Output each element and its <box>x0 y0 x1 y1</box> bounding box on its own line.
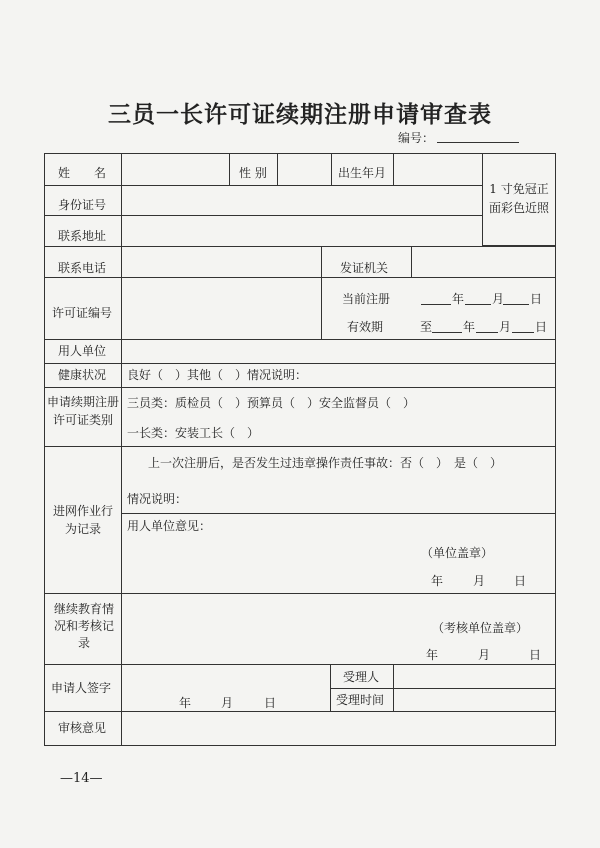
label-day: 日 <box>514 574 527 588</box>
row-line <box>330 688 556 689</box>
health-options: 良好（ ）其他（ ）情况说明： <box>127 368 308 382</box>
divider <box>411 246 412 278</box>
label-id-number: 身份证号 <box>58 198 107 212</box>
label-receiver: 受理人 <box>343 670 380 684</box>
label-phone: 联系电话 <box>58 261 107 275</box>
label-day: 日 <box>535 320 548 334</box>
form-title: 三员一长许可证续期注册申请审查表 <box>108 101 492 128</box>
table-border-bottom <box>44 745 556 746</box>
label-current-reg: 当前注册 <box>342 292 391 306</box>
label-month: 月 <box>221 696 234 710</box>
record-explain: 情况说明： <box>127 492 188 506</box>
label-name: 姓 名 <box>58 166 107 180</box>
label-validity: 有效期 <box>347 320 384 334</box>
label-day: 日 <box>530 292 543 306</box>
day-blank[interactable] <box>503 304 529 305</box>
education-seal: （考核单位盖章） <box>432 621 529 635</box>
year-blank[interactable] <box>432 332 462 333</box>
label-license-type: 申请续期注册许可证类别 <box>47 395 120 427</box>
row-line <box>44 593 556 594</box>
label-gender: 性 别 <box>239 166 267 180</box>
label-day: 日 <box>264 696 277 710</box>
label-day: 日 <box>529 648 542 662</box>
month-blank[interactable] <box>465 304 491 305</box>
day-blank[interactable] <box>512 332 534 333</box>
license-options-three: 三员类：质检员（ ）预算员（ ）安全监督员（ ） <box>127 396 416 410</box>
row-line <box>44 215 483 216</box>
row-line <box>44 711 556 712</box>
divider <box>321 246 322 278</box>
row-line <box>44 277 556 278</box>
label-address: 联系地址 <box>58 229 107 243</box>
label-month: 月 <box>499 320 512 334</box>
label-to: 至 <box>420 320 433 334</box>
row-line <box>44 664 556 665</box>
divider <box>277 153 278 186</box>
label-employer: 用人单位 <box>58 344 107 358</box>
row-line <box>44 363 556 364</box>
label-year: 年 <box>179 696 192 710</box>
row-line <box>44 339 556 340</box>
label-year: 年 <box>431 574 444 588</box>
label-applicant-sign: 申请人签字 <box>51 681 112 695</box>
label-review: 审核意见 <box>58 721 107 735</box>
label-month: 月 <box>478 648 491 662</box>
serial-label: 编号： <box>398 131 435 145</box>
divider <box>229 153 230 186</box>
label-month: 月 <box>492 292 505 306</box>
year-blank[interactable] <box>421 304 451 305</box>
license-options-one: 一长类：安装工长（ ） <box>127 426 260 440</box>
record-question: 上一次注册后，是否发生过违章操作责任事故：否（ ） 是（ ） <box>148 456 503 470</box>
label-year: 年 <box>463 320 476 334</box>
label-birth: 出生年月 <box>338 166 387 180</box>
divider <box>331 153 332 186</box>
row-line <box>44 446 556 447</box>
label-license-no: 许可证编号 <box>52 306 113 320</box>
label-education: 继续教育情况和考核记录 <box>53 602 114 650</box>
employer-opinion: 用人单位意见： <box>127 519 212 533</box>
table-border-top <box>44 153 556 154</box>
table-border-left <box>44 153 45 746</box>
row-line <box>44 246 556 247</box>
row-line <box>44 387 556 388</box>
label-receive-time: 受理时间 <box>336 693 385 707</box>
row-line <box>44 185 483 186</box>
row-line <box>121 513 556 514</box>
label-month: 月 <box>473 574 486 588</box>
label-health: 健康状况 <box>58 368 107 382</box>
month-blank[interactable] <box>476 332 498 333</box>
page-number: —14— <box>60 771 103 786</box>
label-year: 年 <box>426 648 439 662</box>
table-divider-label-col <box>121 153 122 746</box>
photo-divider <box>482 153 483 246</box>
divider <box>393 153 394 186</box>
label-issuer: 发证机关 <box>340 261 389 275</box>
photo-placeholder: 1 寸免冠正面彩色近照 <box>488 182 549 215</box>
employer-seal: （单位盖章） <box>421 546 494 560</box>
table-border-right <box>555 153 556 746</box>
label-year: 年 <box>452 292 465 306</box>
label-work-record: 进网作业行为记录 <box>52 504 113 536</box>
divider <box>321 278 322 340</box>
